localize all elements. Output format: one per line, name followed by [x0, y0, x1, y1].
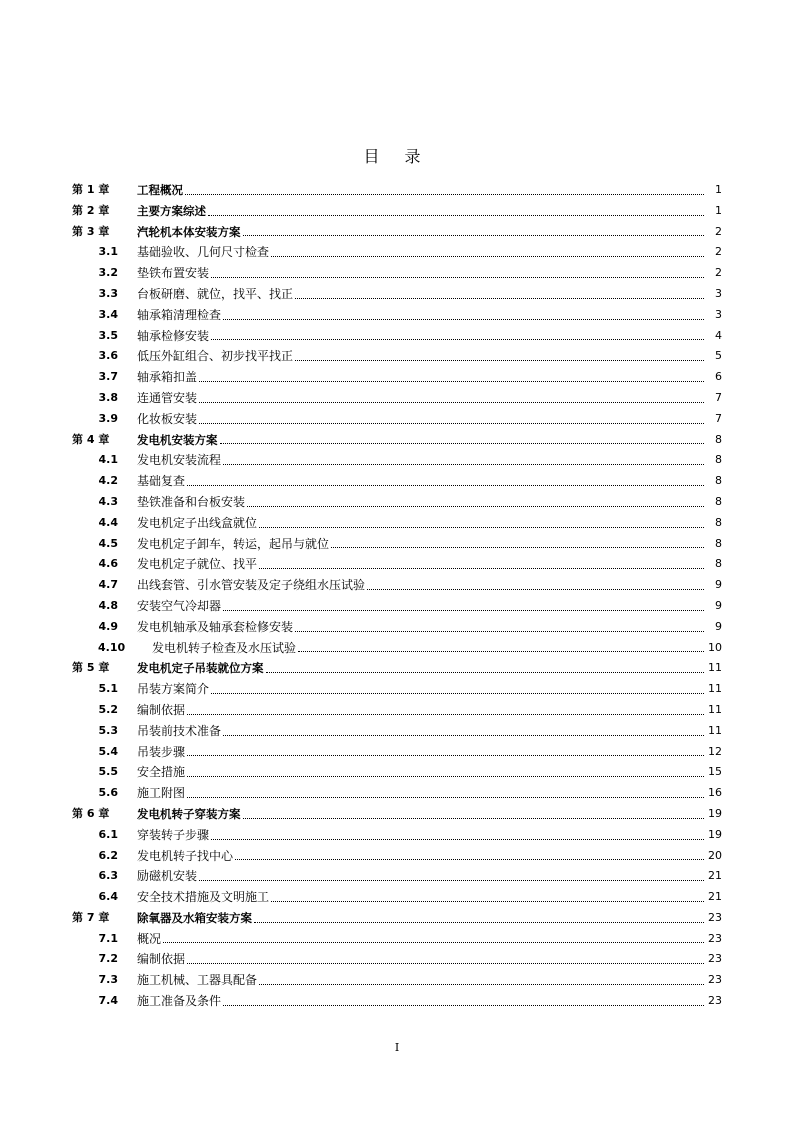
- toc-leader-dots: [223, 721, 704, 742]
- toc-leader-dots: [266, 658, 705, 679]
- toc-leader-dots: [187, 783, 704, 804]
- toc-entry-label: 基础验收、几何尺寸检查: [137, 245, 270, 260]
- toc-leader-dots: [199, 866, 704, 887]
- toc-entry-page: 20: [708, 848, 722, 862]
- toc-leader-dots: [235, 846, 704, 867]
- toc-entry-label: 施工机械、工器具配备: [137, 973, 258, 988]
- toc-entry-number: 3.7: [98, 370, 118, 384]
- toc-section-entry[interactable]: [72, 575, 722, 596]
- toc-entry-number: 5.1: [98, 682, 118, 696]
- toc-entry-text: [137, 284, 704, 305]
- toc-entry-page: 5: [715, 349, 722, 363]
- toc-entry-text: [137, 305, 704, 326]
- toc-entry-number: 4.1: [98, 453, 118, 467]
- toc-leader-dots: [247, 492, 704, 513]
- toc-entry-text: [137, 721, 704, 742]
- toc-entry-page: 8: [715, 453, 722, 467]
- toc-entry-page: 9: [715, 598, 722, 612]
- toc-entry-number: 7.2: [98, 952, 118, 966]
- toc-entry-text: [137, 596, 704, 617]
- toc-entry-page: 23: [708, 952, 722, 966]
- toc-leader-dots: [187, 949, 704, 970]
- toc-entry-page: 8: [715, 494, 722, 508]
- toc-entry-label: 垫铁布置安装: [137, 266, 210, 281]
- toc-leader-dots: [199, 367, 704, 388]
- toc-section-entry[interactable]: [72, 284, 722, 305]
- toc-entry-text: [137, 658, 704, 679]
- toc-entry-number: 第 4 章: [72, 432, 110, 446]
- toc-entry-label: 安全技术措施及文明施工: [137, 890, 270, 905]
- page-number-footer: I: [394, 1041, 400, 1054]
- toc-section-entry[interactable]: [72, 825, 722, 846]
- toc-entry-text: [152, 638, 704, 659]
- toc-entry-number: 第 3 章: [72, 224, 110, 238]
- toc-entry-label: 发电机定子吊装就位方案: [137, 661, 264, 676]
- toc-entry-text: [137, 804, 704, 825]
- toc-section-entry[interactable]: [72, 242, 722, 263]
- toc-leader-dots: [331, 534, 704, 555]
- toc-entry-text: [137, 263, 704, 284]
- toc-section-entry[interactable]: [72, 742, 722, 763]
- toc-section-entry[interactable]: [72, 887, 722, 908]
- toc-section-entry[interactable]: [72, 991, 722, 1012]
- toc-entry-text: [137, 762, 704, 783]
- toc-entry-page: 1: [715, 203, 722, 217]
- toc-section-entry[interactable]: [72, 846, 722, 867]
- toc-section-entry[interactable]: [72, 450, 722, 471]
- toc-leader-dots: [295, 284, 704, 305]
- toc-leader-dots: [271, 242, 704, 263]
- toc-entry-text: [137, 929, 704, 950]
- toc-entry-label: 低压外缸组合、初步找平找正: [137, 349, 294, 364]
- toc-entry-text: [137, 242, 704, 263]
- toc-section-entry[interactable]: [72, 783, 722, 804]
- toc-entry-page: 10: [708, 640, 722, 654]
- toc-section-entry[interactable]: [72, 534, 722, 555]
- toc-entry-page: 19: [708, 827, 722, 841]
- toc-entry-text: [137, 409, 704, 430]
- toc-leader-dots: [223, 305, 704, 326]
- toc-section-entry[interactable]: [72, 638, 722, 659]
- toc-entry-number: 4.6: [98, 557, 118, 571]
- toc-leader-dots: [199, 409, 704, 430]
- toc-section-entry[interactable]: [72, 305, 722, 326]
- toc-entry-page: 8: [715, 515, 722, 529]
- toc-section-entry[interactable]: [72, 388, 722, 409]
- toc-section-entry[interactable]: [72, 367, 722, 388]
- toc-leader-dots: [367, 575, 704, 596]
- toc-leader-dots: [208, 201, 704, 222]
- toc-entry-page: 11: [708, 723, 722, 737]
- toc-entry-text: [137, 742, 704, 763]
- toc-entry-number: 5.2: [98, 702, 118, 716]
- toc-entry-page: 12: [708, 744, 722, 758]
- page-title: 目 录: [363, 147, 431, 166]
- toc-entry-text: [137, 367, 704, 388]
- toc-entry-text: [137, 554, 704, 575]
- toc-leader-dots: [223, 991, 704, 1012]
- toc-entry-label: 安全措施: [137, 765, 186, 780]
- toc-section-entry[interactable]: [72, 471, 722, 492]
- toc-entry-number: 第 6 章: [72, 806, 110, 820]
- toc-entry-page: 11: [708, 682, 722, 696]
- toc-entry-label: 轴承箱扣盖: [137, 370, 198, 385]
- toc-entry-text: [137, 783, 704, 804]
- toc-entry-label: 吊装方案简介: [137, 682, 210, 697]
- toc-entry-number: 7.4: [98, 994, 118, 1008]
- toc-entry-number: 3.2: [98, 266, 118, 280]
- toc-entry-label: 安装空气冷却器: [137, 598, 222, 613]
- toc-leader-dots: [259, 554, 704, 575]
- toc-entry-text: [137, 825, 704, 846]
- toc-entry-label: 轴承箱清理检查: [137, 307, 222, 322]
- toc-leader-dots: [187, 471, 704, 492]
- toc-entry-number: 7.3: [98, 973, 118, 987]
- toc-section-entry[interactable]: [72, 326, 722, 347]
- toc-chapter-entry[interactable]: [72, 201, 722, 222]
- toc-entry-number: 3.5: [98, 328, 118, 342]
- toc-entry-text: [137, 970, 704, 991]
- toc-entry-label: 发电机安装方案: [137, 432, 218, 447]
- toc-chapter-entry[interactable]: [72, 430, 722, 451]
- toc-entry-label: 施工准备及条件: [137, 994, 222, 1009]
- toc-entry-text: [137, 388, 704, 409]
- toc-entry-page: 15: [708, 765, 722, 779]
- toc-entry-label: 化妆板安装: [137, 411, 198, 426]
- toc-chapter-entry[interactable]: [72, 908, 722, 929]
- toc-entry-label: 轴承检修安装: [137, 328, 210, 343]
- toc-entry-text: [137, 201, 704, 222]
- toc-leader-dots: [243, 222, 705, 243]
- toc-leader-dots: [259, 970, 704, 991]
- toc-section-entry[interactable]: [72, 554, 722, 575]
- toc-section-entry[interactable]: [72, 929, 722, 950]
- toc-section-entry[interactable]: [72, 513, 722, 534]
- toc-entry-text: [137, 908, 704, 929]
- toc-entry-text: [137, 471, 704, 492]
- toc-entry-page: 16: [708, 786, 722, 800]
- toc-section-entry[interactable]: [72, 409, 722, 430]
- toc-entry-page: 8: [715, 474, 722, 488]
- toc-entry-page: 23: [708, 931, 722, 945]
- toc-chapter-entry[interactable]: [72, 222, 722, 243]
- toc-chapter-entry[interactable]: [72, 658, 722, 679]
- toc-section-entry[interactable]: [72, 949, 722, 970]
- toc-entry-label: 编制依据: [137, 952, 186, 967]
- toc-leader-dots: [243, 804, 705, 825]
- toc-leader-dots: [271, 887, 704, 908]
- toc-leader-dots: [211, 326, 704, 347]
- toc-chapter-entry[interactable]: [72, 180, 722, 201]
- toc-entry-text: [137, 450, 704, 471]
- toc-section-entry[interactable]: [72, 263, 722, 284]
- toc-leader-dots: [223, 450, 704, 471]
- toc-entry-number: 第 5 章: [72, 661, 110, 675]
- toc-entry-page: 21: [708, 869, 722, 883]
- toc-entry-label: 发电机转子穿装方案: [137, 806, 241, 821]
- toc-entry-page: 7: [715, 411, 722, 425]
- toc-section-entry[interactable]: [72, 679, 722, 700]
- toc-entry-page: 23: [708, 994, 722, 1008]
- toc-entry-page: 8: [715, 432, 722, 446]
- table-of-contents: [72, 180, 722, 1012]
- toc-entry-text: [137, 991, 704, 1012]
- toc-entry-text: [137, 430, 704, 451]
- toc-entry-text: [137, 513, 704, 534]
- toc-leader-dots: [295, 346, 704, 367]
- toc-entry-number: 6.2: [98, 848, 118, 862]
- toc-entry-page: 9: [715, 619, 722, 633]
- toc-entry-text: [137, 887, 704, 908]
- toc-entry-page: 2: [715, 224, 722, 238]
- toc-entry-page: 4: [715, 328, 722, 342]
- toc-entry-number: 3.3: [98, 286, 118, 300]
- toc-section-entry[interactable]: [72, 492, 722, 513]
- toc-entry-label: 垫铁准备和台板安装: [137, 494, 246, 509]
- toc-entry-number: 4.2: [98, 474, 118, 488]
- toc-entry-label: 基础复查: [137, 474, 186, 489]
- toc-entry-text: [137, 180, 704, 201]
- toc-entry-number: 6.1: [98, 827, 118, 841]
- toc-leader-dots: [211, 825, 704, 846]
- toc-entry-label: 吊装步骤: [137, 744, 186, 759]
- toc-leader-dots: [187, 762, 704, 783]
- toc-leader-dots: [185, 180, 704, 201]
- toc-entry-number: 7.1: [98, 931, 118, 945]
- toc-entry-page: 3: [715, 286, 722, 300]
- toc-entry-page: 23: [708, 910, 722, 924]
- toc-entry-number: 5.6: [98, 786, 118, 800]
- toc-entry-label: 发电机定子卸车，转运，起吊与就位: [137, 536, 330, 551]
- toc-leader-dots: [211, 679, 704, 700]
- toc-leader-dots: [199, 388, 704, 409]
- toc-entry-text: [137, 846, 704, 867]
- toc-entry-text: [137, 949, 704, 970]
- toc-entry-text: [137, 222, 704, 243]
- toc-chapter-entry[interactable]: [72, 804, 722, 825]
- toc-entry-text: [137, 326, 704, 347]
- toc-entry-label: 概况: [137, 931, 162, 946]
- toc-entry-label: 励磁机安装: [137, 869, 198, 884]
- toc-entry-number: 第 2 章: [72, 203, 110, 217]
- toc-section-entry[interactable]: [72, 346, 722, 367]
- toc-entry-number: 第 1 章: [72, 183, 110, 196]
- toc-entry-text: [137, 679, 704, 700]
- toc-entry-label: 发电机转子找中心: [137, 848, 234, 863]
- toc-entry-label: 出线套管、引水管安装及定子绕组水压试验: [137, 578, 366, 593]
- toc-section-entry[interactable]: [72, 700, 722, 721]
- toc-entry-number: 4.7: [98, 578, 118, 592]
- toc-entry-page: 8: [715, 557, 722, 571]
- toc-entry-text: [137, 575, 704, 596]
- toc-leader-dots: [259, 513, 704, 534]
- toc-entry-text: [137, 866, 704, 887]
- toc-entry-number: 5.5: [98, 765, 118, 779]
- toc-entry-number: 4.5: [98, 536, 118, 550]
- toc-entry-label: 穿装转子步骤: [137, 827, 210, 842]
- toc-entry-number: 3.9: [98, 411, 118, 425]
- toc-entry-text: [137, 346, 704, 367]
- toc-leader-dots: [223, 596, 704, 617]
- toc-entry-text: [137, 617, 704, 638]
- toc-entry-number: 4.10: [98, 640, 126, 654]
- toc-entry-label: 吊装前技术准备: [137, 723, 222, 738]
- toc-entry-page: 6: [715, 370, 722, 384]
- toc-section-entry[interactable]: [72, 762, 722, 783]
- toc-leader-dots: [187, 700, 704, 721]
- toc-leader-dots: [187, 742, 704, 763]
- toc-entry-label: 汽轮机本体安装方案: [137, 224, 241, 239]
- toc-leader-dots: [254, 908, 704, 929]
- toc-leader-dots: [163, 929, 704, 950]
- toc-section-entry[interactable]: [72, 596, 722, 617]
- toc-section-entry[interactable]: [72, 866, 722, 887]
- toc-entry-text: [137, 492, 704, 513]
- toc-entry-page: 1: [715, 183, 722, 196]
- toc-entry-label: 发电机定子就位、找平: [137, 557, 258, 572]
- toc-leader-dots: [298, 638, 704, 659]
- toc-entry-number: 3.1: [98, 245, 118, 259]
- toc-entry-number: 5.3: [98, 723, 118, 737]
- toc-entry-number: 4.4: [98, 515, 118, 529]
- toc-entry-label: 编制依据: [137, 702, 186, 717]
- toc-entry-page: 3: [715, 307, 722, 321]
- toc-entry-label: 工程概况: [137, 183, 183, 197]
- toc-entry-label: 主要方案综述: [137, 203, 206, 218]
- toc-entry-page: 2: [715, 266, 722, 280]
- toc-entry-number: 4.3: [98, 494, 118, 508]
- toc-entry-number: 3.8: [98, 390, 118, 404]
- toc-entry-number: 6.3: [98, 869, 118, 883]
- toc-entry-text: [137, 534, 704, 555]
- toc-entry-text: [137, 700, 704, 721]
- toc-entry-label: 施工附图: [137, 786, 186, 801]
- toc-entry-page: 11: [708, 661, 722, 675]
- toc-entry-page: 7: [715, 390, 722, 404]
- toc-entry-label: 台板研磨、就位，找平、找正: [137, 286, 294, 301]
- toc-leader-dots: [295, 617, 704, 638]
- toc-entry-number: 3.4: [98, 307, 118, 321]
- toc-entry-number: 3.6: [98, 349, 118, 363]
- toc-entry-number: 4.8: [98, 598, 118, 612]
- toc-entry-label: 发电机转子检查及水压试验: [152, 640, 297, 655]
- toc-entry-page: 11: [708, 702, 722, 716]
- toc-leader-dots: [211, 263, 704, 284]
- toc-section-entry[interactable]: [72, 617, 722, 638]
- toc-entry-page: 2: [715, 245, 722, 259]
- toc-entry-label: 发电机轴承及轴承套检修安装: [137, 619, 294, 634]
- toc-entry-number: 5.4: [98, 744, 118, 758]
- toc-entry-label: 连通管安装: [137, 390, 198, 405]
- toc-entry-label: 除氧器及水箱安装方案: [137, 910, 252, 925]
- toc-entry-page: 8: [715, 536, 722, 550]
- toc-entry-page: 19: [708, 806, 722, 820]
- toc-entry-label: 发电机定子出线盒就位: [137, 515, 258, 530]
- toc-entry-number: 6.4: [98, 890, 118, 904]
- toc-section-entry[interactable]: [72, 970, 722, 991]
- toc-entry-number: 4.9: [98, 619, 118, 633]
- toc-section-entry[interactable]: [72, 721, 722, 742]
- toc-entry-page: 21: [708, 890, 722, 904]
- toc-entry-page: 9: [715, 578, 722, 592]
- toc-entry-label: 发电机安装流程: [137, 453, 222, 468]
- toc-entry-number: 第 7 章: [72, 910, 110, 924]
- toc-leader-dots: [220, 430, 705, 451]
- toc-entry-page: 23: [708, 973, 722, 987]
